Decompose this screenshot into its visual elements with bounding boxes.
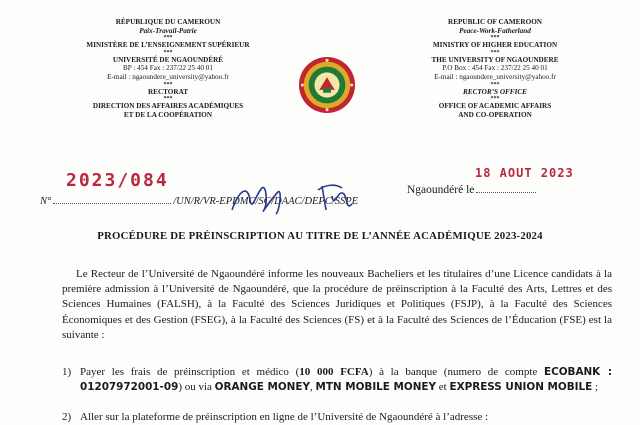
date-stamp: 18 AOUT 2023: [475, 166, 574, 180]
stars-separator: ***: [490, 49, 500, 56]
document-title: PROCÉDURE DE PRÉINSCRIPTION AU TITRE DE L’ANNÉE ACADÉMIQUE 2023-2024: [97, 230, 543, 242]
stars-separator: ***: [163, 35, 173, 42]
stars-separator: ***: [163, 81, 173, 88]
header-right: [395, 18, 595, 119]
list-text: Aller sur la plateforme de préinscription en ligne de l’Université de Ngaoundéré à l’adresse :: [80, 411, 489, 423]
header-left: [68, 18, 268, 119]
list-number: 2): [62, 411, 72, 423]
list-item: [62, 410, 612, 425]
university-en: THE UNIVERSITY OF NGAOUNDERE: [431, 55, 559, 64]
place-label: Ngaoundéré le: [407, 184, 475, 196]
email-fr: E-mail : ngaoundere_university@yahoo.fr: [107, 72, 229, 81]
office-fr: RECTORAT: [147, 87, 189, 96]
stars-separator: ***: [490, 35, 500, 42]
ministry-en: MINISTRY OF HIGHER EDUCATION: [432, 41, 558, 50]
list-text: Payer les frais de préinscription et médico (10 000 FCFA) à la banque (numero de compte ECOBANK : 01207972001-09) ou via ORANGE MONEY, MTN MOBILE MONEY et EXPRESS UNION MOBILE ;: [80, 366, 612, 394]
country-en: REPUBLIC OF CAMEROON: [448, 18, 542, 26]
reference-number-stamp: 2023/084: [66, 170, 169, 191]
university-logo-icon: [298, 56, 356, 114]
handwritten-initials-signature: [226, 180, 376, 220]
ministry-fr: MINISTÈRE DE L’ENSEIGNEMENT SUPÉRIEUR: [86, 41, 250, 50]
email-en: E-mail : ngaoundere_university@yahoo.fr: [434, 72, 556, 81]
directorate-fr-2: ET DE LA COOPÉRATION: [123, 110, 213, 119]
dotted-line: [53, 203, 171, 204]
reference-code: /UN/R/VR-EPDMC/SG/DAAC/DEPC/SSPE: [173, 196, 359, 207]
ref-label: N°: [40, 196, 52, 207]
directorate-fr: DIRECTION DES AFFAIRES ACADÉMIQUES: [92, 102, 244, 111]
stars-separator: ***: [163, 96, 173, 103]
university-fr: UNIVERSITÉ DE NGAOUNDÉRÉ: [112, 55, 224, 64]
motto-en: Peace-Work-Fatherland: [459, 26, 531, 35]
list-number: 1): [62, 366, 72, 378]
contact-fr: BP : 454 Fax : 237/22 25 40 01: [123, 64, 213, 73]
motto-fr: Paix-Travail-Patrie: [139, 26, 197, 35]
country-fr: RÉPUBLIQUE DU CAMEROUN: [115, 18, 221, 26]
contact-en: P.O Box : 454 Fax : 237/22 25 40 01: [442, 64, 548, 73]
stars-separator: ***: [490, 96, 500, 103]
list-item: [62, 365, 612, 395]
directorate-en-2: AND CO-OPERATION: [458, 110, 532, 119]
directorate-en: OFFICE OF ACADEMIC AFFAIRS: [438, 102, 552, 111]
intro-paragraph: Le Recteur de l’Université de Ngaoundéré informe les nouveaux Bacheliers et les titulaires d’une Licence candidats à la première admission à l’Université de Ngaoundéré, que la procédure de préinscription à la Faculté des Arts, Lettres et des Sciences Humaines (FALSH), à la Faculté des Sciences Juridiques et Politiques (FSJP), à la Faculté des Sciences Économiques et des Gestion (FSEG), à la Faculté des Sciences (FS) et à la Faculté des Sciences de l’Éducation (FSE) est la suivante :: [62, 268, 612, 341]
place-date-line: [407, 184, 536, 196]
stars-separator: ***: [163, 49, 173, 56]
dotted-line: [476, 192, 536, 193]
office-en: RECTOR’S OFFICE: [463, 87, 527, 96]
stars-separator: ***: [490, 81, 500, 88]
